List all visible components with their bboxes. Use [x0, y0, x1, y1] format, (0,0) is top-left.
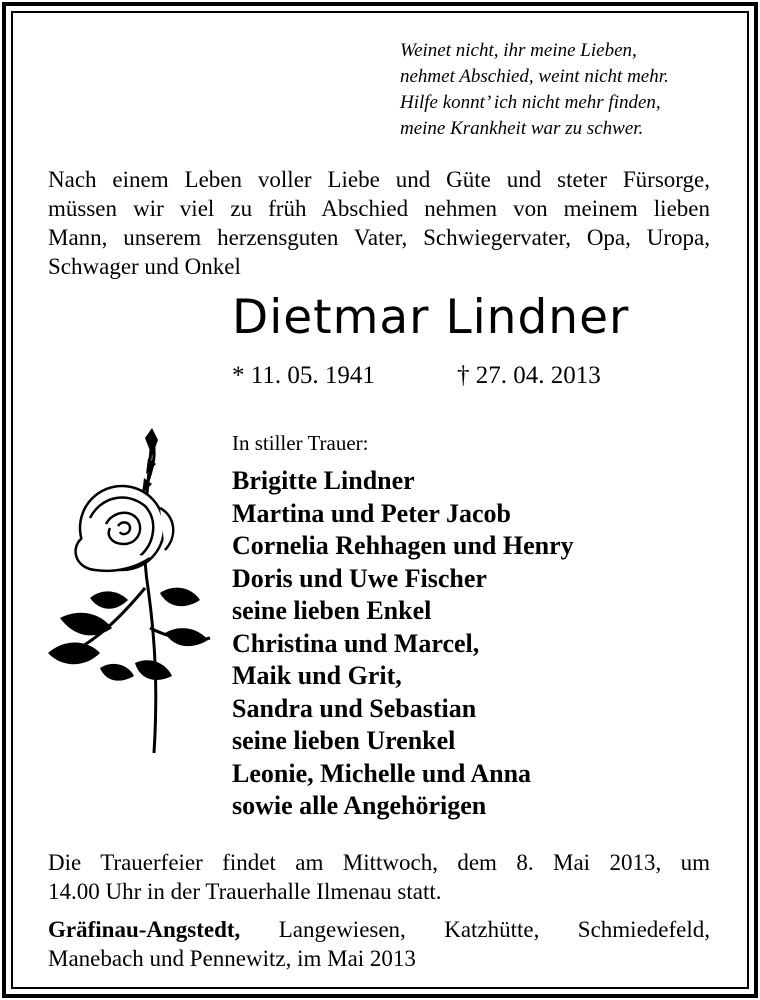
- mourning-label: In stiller Trauer:: [232, 431, 369, 455]
- poem-line: nehmet Abschied, weint nicht mehr.: [400, 66, 669, 87]
- places-notice: [48, 915, 710, 973]
- intro-line: Nach einem Leben voller Liebe und Güte und steter Fürsorge,: [48, 167, 710, 192]
- places-line: Manebach und Pennewitz, im Mai 2013: [48, 946, 416, 971]
- funeral-notice: [48, 848, 710, 906]
- poem-line: Hilfe konnt’ ich nicht mehr finden,: [400, 92, 661, 113]
- intro-line: müssen wir viel zu früh Abschied nehmen von meinem lieben: [48, 196, 710, 221]
- funeral-line: 14.00 Uhr in der Trauerhalle Ilmenau statt.: [48, 879, 442, 904]
- rose-icon: [40, 428, 215, 758]
- mourner: Maik und Grit,: [232, 661, 402, 690]
- poem-line: meine Krankheit war zu schwer.: [400, 118, 644, 139]
- mourner: seine lieben Enkel: [232, 596, 432, 625]
- mourner: seine lieben Urenkel: [232, 726, 456, 755]
- intro-line: Mann, unserem herzensguten Vater, Schwiegervater, Opa, Uropa,: [48, 225, 710, 250]
- poem: [400, 38, 720, 142]
- places-lead: Gräfinau-Angstedt,: [48, 917, 241, 942]
- life-dates: [232, 362, 601, 390]
- intro-line: Schwager und Onkel: [48, 254, 241, 279]
- mourner: Sandra und Sebastian: [232, 693, 477, 723]
- mourner: Christina und Marcel,: [232, 628, 480, 658]
- mourner: Brigitte Lindner: [232, 466, 415, 495]
- mourner: sowie alle Angehörigen: [232, 791, 487, 820]
- mourner: Cornelia Rehhagen und Henry: [232, 531, 574, 560]
- intro-text: [48, 165, 710, 281]
- death-date: † 27. 04. 2013: [457, 362, 601, 389]
- poem-line: Weinet nicht, ihr meine Lieben,: [400, 40, 637, 61]
- deceased-name: Dietmar Lindner: [232, 290, 630, 345]
- birth-date: * 11. 05. 1941: [232, 362, 375, 389]
- mourner: Martina und Peter Jacob: [232, 498, 511, 528]
- places-rest: Langewiesen, Katzhütte, Schmiedefeld,: [240, 917, 710, 942]
- funeral-line: Die Trauerfeier findet am Mittwoch, dem 8. Mai 2013, um: [48, 850, 710, 875]
- mourner: Doris und Uwe Fischer: [232, 563, 487, 593]
- places-line: [48, 915, 710, 944]
- mourners-list: [232, 465, 574, 823]
- mourner: Leonie, Michelle und Anna: [232, 758, 532, 788]
